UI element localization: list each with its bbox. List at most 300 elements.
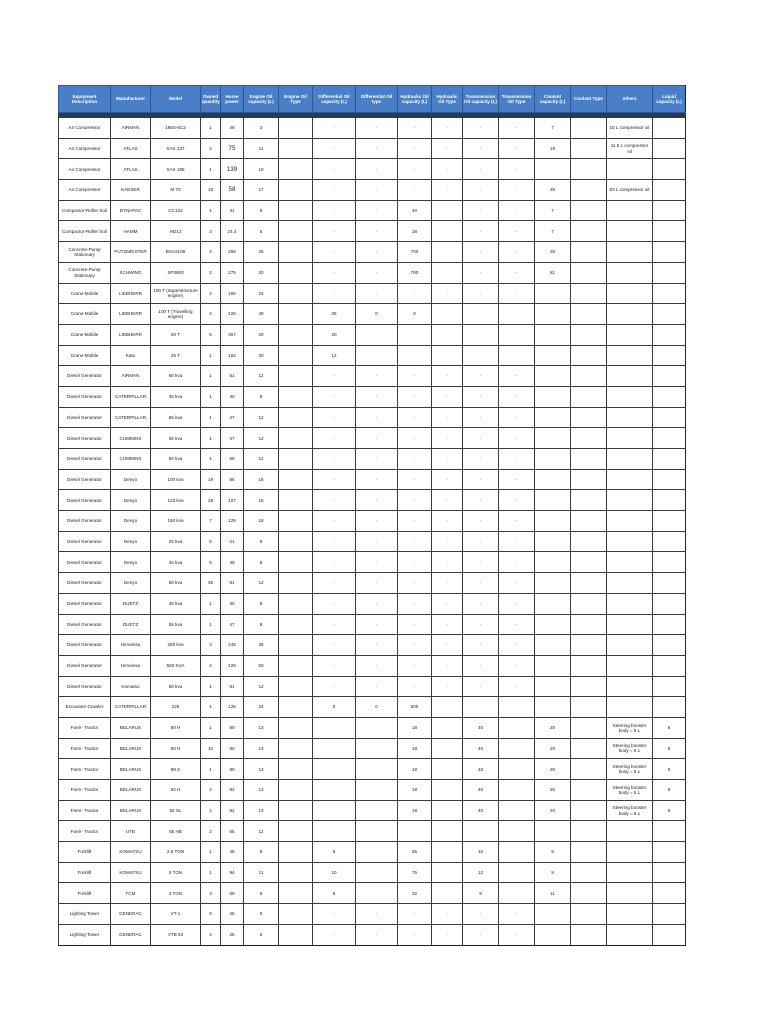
table-cell (356, 862, 398, 883)
table-cell (653, 655, 686, 676)
table-cell (313, 759, 356, 780)
table-cell: 3 (201, 635, 221, 656)
table-cell: Diesel Generator (59, 428, 111, 449)
table-cell: 100 kva (151, 469, 201, 490)
table-cell: 2 (201, 138, 221, 159)
table-cell: - (356, 490, 398, 511)
table-cell (571, 490, 607, 511)
table-cell: - (313, 676, 356, 697)
table-cell: Diesel Generator (59, 573, 111, 594)
table-cell: Forklift (59, 842, 111, 863)
table-cell (653, 862, 686, 883)
table-cell (499, 697, 535, 718)
table-cell (653, 345, 686, 366)
table-cell: Crane-Mobile (59, 304, 111, 325)
table-cell (571, 842, 607, 863)
table-cell: AIRMAN (111, 366, 151, 387)
table-cell: LIEBHERR (111, 324, 151, 345)
table-cell: - (499, 262, 535, 283)
table-cell: BELARUS (111, 717, 151, 738)
table-cell: 40 (398, 200, 432, 221)
table-cell (279, 531, 313, 552)
table-cell: 5 (244, 883, 279, 904)
table-cell: - (499, 159, 535, 180)
table-cell: Denyo (111, 490, 151, 511)
table-cell: 16 (244, 490, 279, 511)
table-cell: - (499, 552, 535, 573)
table-cell (607, 904, 653, 925)
table-cell: 5 (244, 221, 279, 242)
table-cell: - (432, 386, 463, 407)
table-cell (356, 759, 398, 780)
table-cell (571, 449, 607, 470)
table-cell: 19 (535, 138, 571, 159)
table-cell: 139 (221, 159, 244, 180)
table-cell: - (313, 407, 356, 428)
table-cell: - (499, 904, 535, 925)
table-cell (571, 635, 607, 656)
table-cell (653, 593, 686, 614)
table-cell (535, 428, 571, 449)
table-cell: - (499, 118, 535, 139)
table-cell: LIEBHERR (111, 304, 151, 325)
table-cell: 12 (244, 821, 279, 842)
table-cell: - (463, 407, 499, 428)
table-cell: 0 (356, 304, 398, 325)
table-cell (499, 717, 535, 738)
table-cell: - (313, 180, 356, 201)
table-cell: - (463, 118, 499, 139)
table-cell: 47 (221, 428, 244, 449)
table-cell: 58 (221, 180, 244, 201)
table-cell: - (398, 159, 432, 180)
table-cell: 4 (201, 655, 221, 676)
table-cell: - (313, 593, 356, 614)
table-cell: 1 (201, 697, 221, 718)
table-cell: 40 (463, 738, 499, 759)
table-cell: - (356, 200, 398, 221)
table-cell: 12 (313, 345, 356, 366)
table-cell: 5 (201, 324, 221, 345)
table-cell: Diesel Generator (59, 407, 111, 428)
table-cell: 1 (201, 676, 221, 697)
column-header: Differential Oil capacity (L) (313, 86, 356, 113)
table-cell (463, 697, 499, 718)
table-cell: - (313, 531, 356, 552)
table-cell: 6 (244, 904, 279, 925)
table-cell: 700 (398, 262, 432, 283)
table-cell (653, 283, 686, 304)
table-cell (535, 821, 571, 842)
table-cell (279, 304, 313, 325)
table-cell: - (313, 283, 356, 304)
table-cell: - (463, 655, 499, 676)
table-cell (653, 821, 686, 842)
table-row (59, 593, 686, 614)
table-cell: 55 kva (151, 614, 201, 635)
table-cell: 32 (398, 883, 432, 904)
table-cell: 24.4 (221, 221, 244, 242)
table-cell (653, 159, 686, 180)
table-cell: - (398, 635, 432, 656)
table-cell (571, 200, 607, 221)
table-cell: 0 (313, 697, 356, 718)
table-cell (653, 635, 686, 656)
table-cell (535, 407, 571, 428)
table-cell (607, 324, 653, 345)
table-cell (571, 862, 607, 883)
table-cell: CATERPILLAR (111, 697, 151, 718)
table-cell (653, 118, 686, 139)
column-header: Differential Oil type (356, 86, 398, 113)
table-cell: BELARUS (111, 738, 151, 759)
table-cell: - (313, 449, 356, 470)
table-cell (571, 531, 607, 552)
table-cell (653, 324, 686, 345)
table-cell (653, 407, 686, 428)
table-cell: Excavator-Crawler (59, 697, 111, 718)
table-cell (607, 924, 653, 945)
table-cell: - (432, 655, 463, 676)
table-cell: - (432, 118, 463, 139)
table-cell: - (463, 242, 499, 263)
table-cell: 51 (221, 573, 244, 594)
table-cell: - (313, 386, 356, 407)
table-cell: PUTZMEISTER (111, 242, 151, 263)
table-cell: 125 kva (151, 490, 201, 511)
table-cell (535, 324, 571, 345)
table-cell: 47 (221, 407, 244, 428)
table-cell (607, 655, 653, 676)
table-row (59, 635, 686, 656)
table-cell: 35 (201, 573, 221, 594)
table-cell: - (463, 159, 499, 180)
table-cell: 55 kva (151, 428, 201, 449)
table-cell: - (463, 552, 499, 573)
table-cell (607, 697, 653, 718)
table-cell (279, 138, 313, 159)
table-cell (463, 324, 499, 345)
table-cell: 10 (313, 862, 356, 883)
table-cell: 2 (201, 262, 221, 283)
table-cell: - (432, 428, 463, 449)
column-header: Horse power (221, 86, 244, 113)
table-cell (653, 304, 686, 325)
table-cell: HAMM (111, 221, 151, 242)
table-cell: - (499, 449, 535, 470)
table-cell: - (313, 262, 356, 283)
table-cell: 3 (201, 221, 221, 242)
table-cell (607, 511, 653, 532)
table-cell (279, 614, 313, 635)
table-cell: - (499, 573, 535, 594)
table-cell (653, 883, 686, 904)
table-cell: - (432, 180, 463, 201)
table-row (59, 821, 686, 842)
table-cell (571, 614, 607, 635)
table-cell: Farm- Tractor (59, 800, 111, 821)
table-cell: SP3800 (151, 262, 201, 283)
table-cell: 30 (221, 386, 244, 407)
table-cell (607, 883, 653, 904)
table-cell: 2 (201, 800, 221, 821)
table-cell: 60 T (151, 324, 201, 345)
table-cell: - (499, 655, 535, 676)
table-cell: 150 kva (151, 511, 201, 532)
equipment-oil-capacity-table (58, 85, 686, 946)
table-cell: 24 (244, 283, 279, 304)
table-cell (535, 573, 571, 594)
table-cell (653, 676, 686, 697)
table-cell (535, 469, 571, 490)
table-cell: Diesel Generator (59, 490, 111, 511)
table-cell: Diesel Generator (59, 449, 111, 470)
table-cell: 500 KVA (151, 655, 201, 676)
table-cell: - (463, 676, 499, 697)
table-cell: Steering booster body = 6 L (607, 717, 653, 738)
table-cell: 20 (535, 780, 571, 801)
table-cell: Steering booster body = 6 L (607, 800, 653, 821)
table-cell: - (356, 180, 398, 201)
column-header: Equipment Description (59, 86, 111, 113)
table-cell: ATLAS (111, 159, 151, 180)
table-cell (279, 904, 313, 925)
column-header: others (607, 86, 653, 113)
table-cell: - (356, 635, 398, 656)
table-cell: 30 (221, 593, 244, 614)
table-cell: Crane-Mobile (59, 324, 111, 345)
table-cell (432, 717, 463, 738)
table-cell (499, 862, 535, 883)
table-cell: 15 L compressor oil (607, 118, 653, 139)
table-cell: - (432, 490, 463, 511)
table-cell (279, 324, 313, 345)
table-cell (535, 449, 571, 470)
table-cell: 80 H (151, 717, 201, 738)
table-cell (279, 449, 313, 470)
table-cell (356, 780, 398, 801)
table-cell (653, 924, 686, 945)
table-cell (571, 407, 607, 428)
table-cell: 51 (221, 366, 244, 387)
table-cell: Diesel Generator (59, 593, 111, 614)
table-cell: Air Compressor (59, 138, 111, 159)
table-cell: GENERAC (111, 904, 151, 925)
table-cell: Lighting Tower (59, 904, 111, 925)
table-cell (499, 883, 535, 904)
table-cell (279, 759, 313, 780)
table-cell: VTB 63 (151, 924, 201, 945)
table-cell: - (463, 428, 499, 449)
table-cell: 25 (221, 924, 244, 945)
table-cell: - (313, 573, 356, 594)
table-cell: 5 (201, 531, 221, 552)
table-cell: 6 (244, 924, 279, 945)
table-row (59, 862, 686, 883)
table-cell: - (463, 924, 499, 945)
table-cell: 12 (244, 407, 279, 428)
table-cell (571, 821, 607, 842)
table-cell: 60 kva (151, 366, 201, 387)
table-cell: Lighting Tower (59, 924, 111, 945)
table-cell (571, 262, 607, 283)
table-cell: Diesel Generator (59, 552, 111, 573)
table-cell: - (313, 552, 356, 573)
table-cell (653, 697, 686, 718)
table-cell: DYNAPAC (111, 200, 151, 221)
table-cell: - (499, 180, 535, 201)
table-cell: Denyo (111, 511, 151, 532)
table-cell: VT-1 (151, 904, 201, 925)
table-cell: 16 (244, 469, 279, 490)
table-cell (571, 924, 607, 945)
table-cell: 1 (201, 407, 221, 428)
table-cell (607, 469, 653, 490)
table-cell (653, 614, 686, 635)
table-cell: - (356, 655, 398, 676)
table-cell: 83 L compressor oil (607, 180, 653, 201)
table-cell: - (463, 593, 499, 614)
table-cell: 1 (201, 449, 221, 470)
table-cell (432, 324, 463, 345)
table-cell (571, 159, 607, 180)
table-cell: 51 (221, 676, 244, 697)
table-cell: - (499, 221, 535, 242)
table-row (59, 924, 686, 945)
table-cell: 6 (653, 759, 686, 780)
table-cell (279, 490, 313, 511)
table-cell: 8 (244, 552, 279, 573)
table-cell: Denyo (111, 469, 151, 490)
table-cell (653, 842, 686, 863)
table-cell (279, 593, 313, 614)
table-cell (653, 904, 686, 925)
table-cell (499, 780, 535, 801)
table-cell: 2 (201, 283, 221, 304)
table-cell: 13 (244, 759, 279, 780)
table-cell: 40 (463, 800, 499, 821)
table-cell (571, 883, 607, 904)
table-cell: - (356, 118, 398, 139)
table-cell: 8 (313, 883, 356, 904)
table-cell (356, 717, 398, 738)
table-cell: 92 SL (151, 800, 201, 821)
table-cell (279, 511, 313, 532)
table-cell (571, 552, 607, 573)
table-cell: CATERPILLAR (111, 407, 151, 428)
table-cell: - (499, 490, 535, 511)
table-cell: 92 (221, 780, 244, 801)
table-cell (279, 366, 313, 387)
table-cell (535, 159, 571, 180)
table-row (59, 469, 686, 490)
table-cell: 9 (535, 862, 571, 883)
table-cell: 100 T (Travelling engine) (151, 304, 201, 325)
table-cell (653, 573, 686, 594)
table-cell: 40 (463, 717, 499, 738)
table-cell: 2 (201, 780, 221, 801)
table-cell: - (356, 159, 398, 180)
table-cell (571, 469, 607, 490)
table-cell (607, 200, 653, 221)
table-cell: - (356, 531, 398, 552)
table-row (59, 324, 686, 345)
table-cell (356, 324, 398, 345)
table-cell: 94 (221, 862, 244, 883)
table-cell: - (432, 635, 463, 656)
table-cell: 2 (201, 242, 221, 263)
table-cell: Air Compressor (59, 180, 111, 201)
table-cell (571, 676, 607, 697)
table-cell: 8 (244, 531, 279, 552)
table-cell: - (499, 511, 535, 532)
table-cell: - (356, 552, 398, 573)
table-cell (279, 842, 313, 863)
table-cell (279, 800, 313, 821)
table-row (59, 904, 686, 925)
table-cell: 92 (221, 800, 244, 821)
table-cell: Steering booster body = 6 L (607, 759, 653, 780)
table-cell: CATERPILLAR (111, 386, 151, 407)
table-cell (432, 780, 463, 801)
table-cell: - (432, 676, 463, 697)
table-cell (535, 635, 571, 656)
table-cell (499, 759, 535, 780)
table-cell (535, 614, 571, 635)
table-cell: Crane-Mobile (59, 283, 111, 304)
table-cell: 1 (201, 614, 221, 635)
table-cell: - (356, 221, 398, 242)
table-cell: - (463, 449, 499, 470)
table-cell (463, 345, 499, 366)
table-cell (571, 242, 607, 263)
table-cell: - (313, 428, 356, 449)
table-cell: Concrete-Pump Stationary (59, 262, 111, 283)
table-cell: 49 (221, 118, 244, 139)
table-cell (535, 655, 571, 676)
table-cell: BELARUS (111, 759, 151, 780)
table-cell: 90 H (151, 738, 201, 759)
table-cell (607, 366, 653, 387)
table-cell: 10 (201, 738, 221, 759)
table-cell: - (398, 924, 432, 945)
table-cell (356, 821, 398, 842)
table-cell: - (499, 635, 535, 656)
table-cell (313, 800, 356, 821)
table-cell: 185S-6C2 (151, 118, 201, 139)
table-cell: 12 (244, 428, 279, 449)
table-cell: 12 (244, 676, 279, 697)
table-cell: - (313, 635, 356, 656)
table-cell (653, 428, 686, 449)
table-cell: 68 (221, 449, 244, 470)
table-cell: - (356, 428, 398, 449)
table-cell: 1 (201, 386, 221, 407)
table-cell: - (432, 614, 463, 635)
table-cell: - (463, 262, 499, 283)
table-cell: 13 (244, 738, 279, 759)
column-header: Transmission Oil Type (499, 86, 535, 113)
table-cell: 55 (398, 842, 432, 863)
table-cell: LIEBHERR (111, 283, 151, 304)
table-cell: - (313, 924, 356, 945)
table-cell (653, 200, 686, 221)
table-cell: - (499, 407, 535, 428)
table-cell: 9 (535, 842, 571, 863)
table-cell: Farm- Tractor (59, 821, 111, 842)
table-cell: 12 (463, 862, 499, 883)
column-header: Engine Oil capacity (L) (244, 86, 279, 113)
